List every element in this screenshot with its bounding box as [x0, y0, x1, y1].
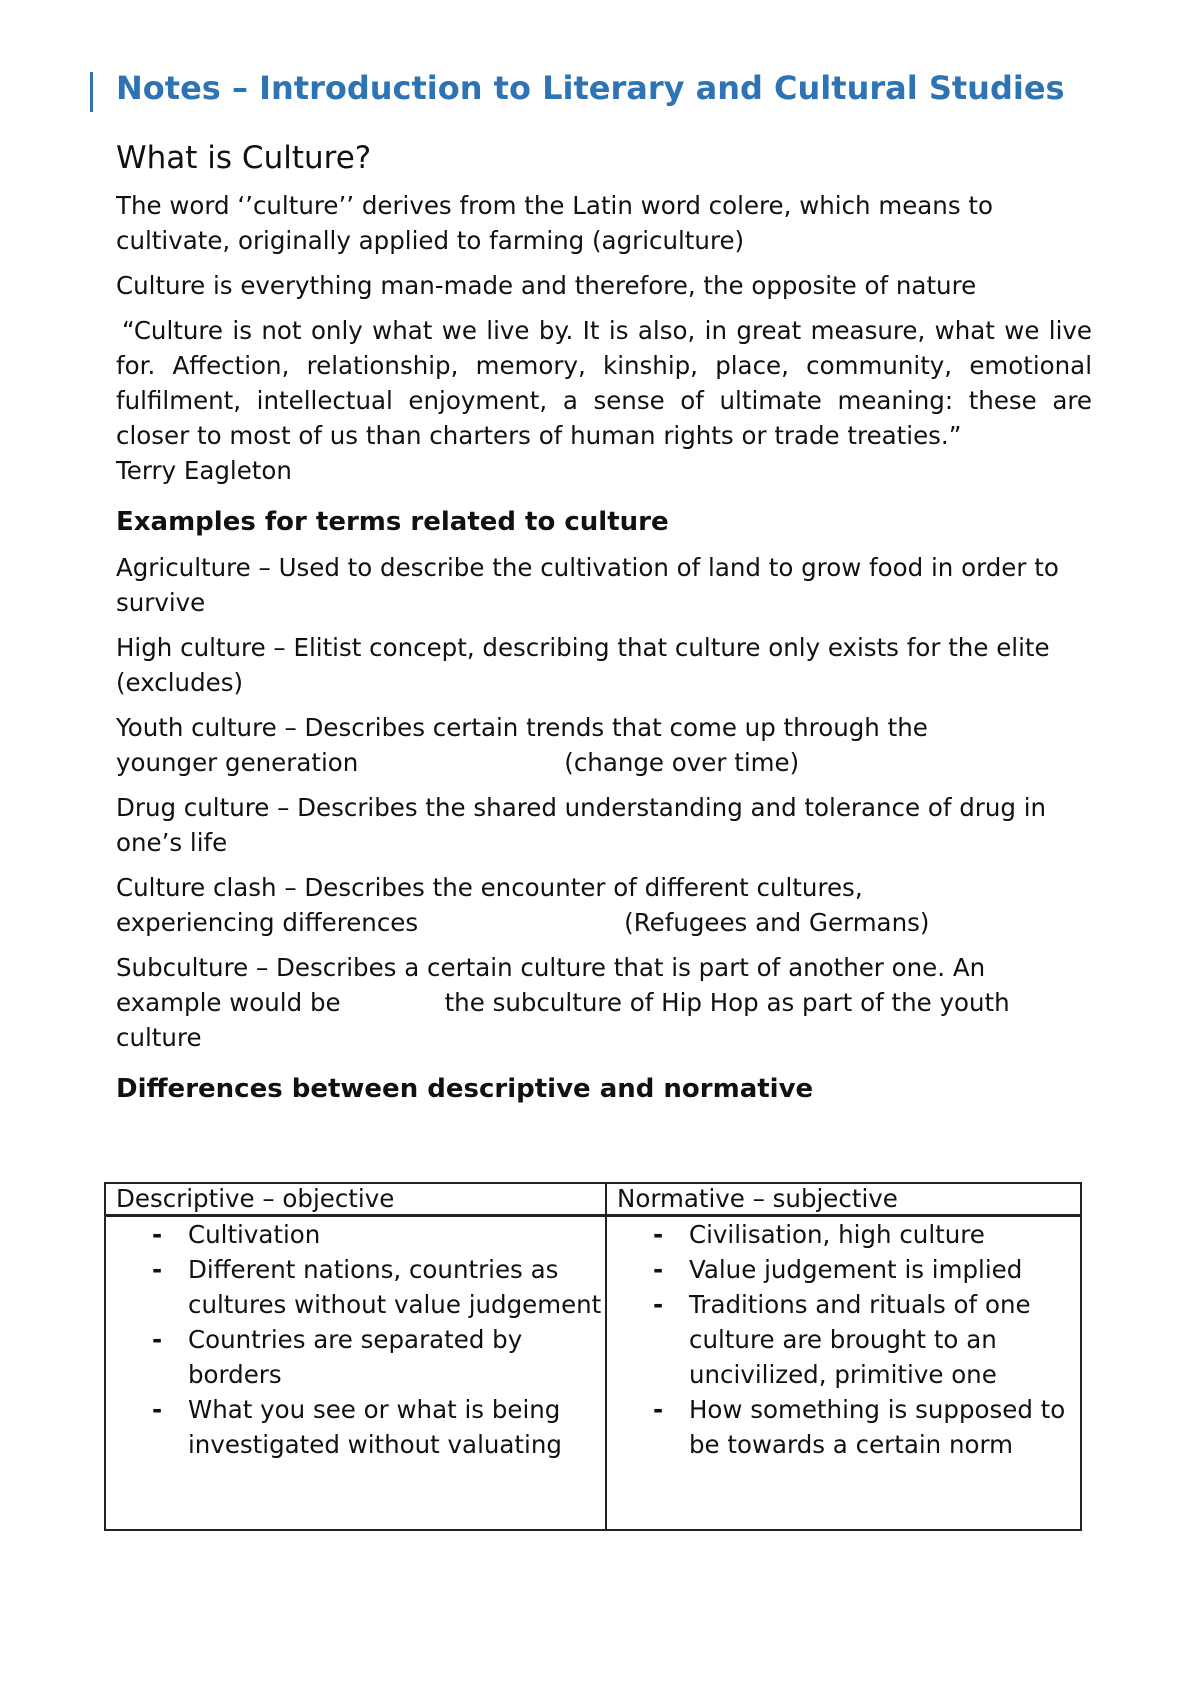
- quote-eagleton: “Culture is not only what we live by. It is also, in great measure, what we live for. Affection, relationship, memory, kinship, place, community, emotional fulfilment, intellectual enjoyment, a sense of ultimate meaning: these are closer to most of us than charters of human rights or trade treaties.”: [116, 316, 1092, 450]
- table-header-row: [105, 1183, 1081, 1216]
- list-item: - Traditions and rituals of one culture are brought to an uncivilized, primitive one: [689, 1287, 1080, 1392]
- list-item: - Civilisation, high culture: [689, 1217, 1080, 1252]
- subculture-note: the subculture of Hip Hop as part of the youth: [444, 988, 1010, 1017]
- title-block: [116, 62, 1092, 118]
- header-descriptive: Descriptive – objective: [105, 1183, 606, 1216]
- list-item: - Cultivation: [188, 1217, 605, 1252]
- descriptive-cell: [105, 1216, 606, 1531]
- list-item: - What you see or what is being investigated without valuating: [188, 1392, 605, 1462]
- header-normative: Normative – subjective: [606, 1183, 1081, 1216]
- youth-culture-line2: younger generation: [116, 748, 359, 777]
- term-youth-culture: [116, 710, 1092, 780]
- term-culture-clash: [116, 870, 1092, 940]
- youth-culture-note: (change over time): [564, 748, 800, 777]
- culture-clash-note: (Refugees and Germans): [624, 908, 930, 937]
- normative-list: [617, 1217, 1080, 1462]
- subculture-line1: Subculture – Describes a certain culture that is part of another one. An: [116, 953, 986, 982]
- paragraph-etymology: The word ‘’culture’’ derives from the Latin word colere, which means to cultivate, originally applied to farming (agriculture): [116, 191, 993, 255]
- subculture-line2: example would be: [116, 988, 341, 1017]
- table-row: [105, 1216, 1081, 1531]
- subculture-line3: culture: [116, 1023, 202, 1052]
- document-page: [116, 62, 1092, 1117]
- heading-terms: Examples for terms related to culture: [116, 507, 669, 537]
- term-drug-culture: Drug culture – Describes the shared understanding and tolerance of drug in one’s life: [116, 793, 1047, 857]
- list-item: - Different nations, countries as cultures without value judgement: [188, 1252, 605, 1322]
- quote-author: Terry Eagleton: [116, 456, 292, 485]
- list-item: - How something is supposed to be towards a certain norm: [689, 1392, 1080, 1462]
- comparison-table: [104, 1182, 1082, 1531]
- paragraph-man-made: Culture is everything man-made and therefore, the opposite of nature: [116, 271, 977, 300]
- culture-clash-line2: experiencing differences: [116, 908, 419, 937]
- culture-clash-line1: Culture clash – Describes the encounter of different cultures,: [116, 873, 863, 902]
- title-accent-bar: [90, 72, 93, 112]
- descriptive-list: [116, 1217, 605, 1462]
- list-item: - Value judgement is implied: [689, 1252, 1080, 1287]
- heading-differences: Differences between descriptive and normative: [116, 1074, 814, 1104]
- list-item: - Countries are separated by borders: [188, 1322, 605, 1392]
- term-subculture: [116, 950, 1092, 1055]
- heading-what-is-culture: What is Culture?: [116, 140, 372, 176]
- youth-culture-line1: Youth culture – Describes certain trends that come up through the: [116, 713, 928, 742]
- page-title: Notes – Introduction to Literary and Cultural Studies: [116, 69, 1065, 107]
- normative-cell: [606, 1216, 1081, 1531]
- term-agriculture: Agriculture – Used to describe the cultivation of land to grow food in order to survive: [116, 553, 1059, 617]
- term-high-culture: High culture – Elitist concept, describing that culture only exists for the elite (excludes): [116, 633, 1050, 697]
